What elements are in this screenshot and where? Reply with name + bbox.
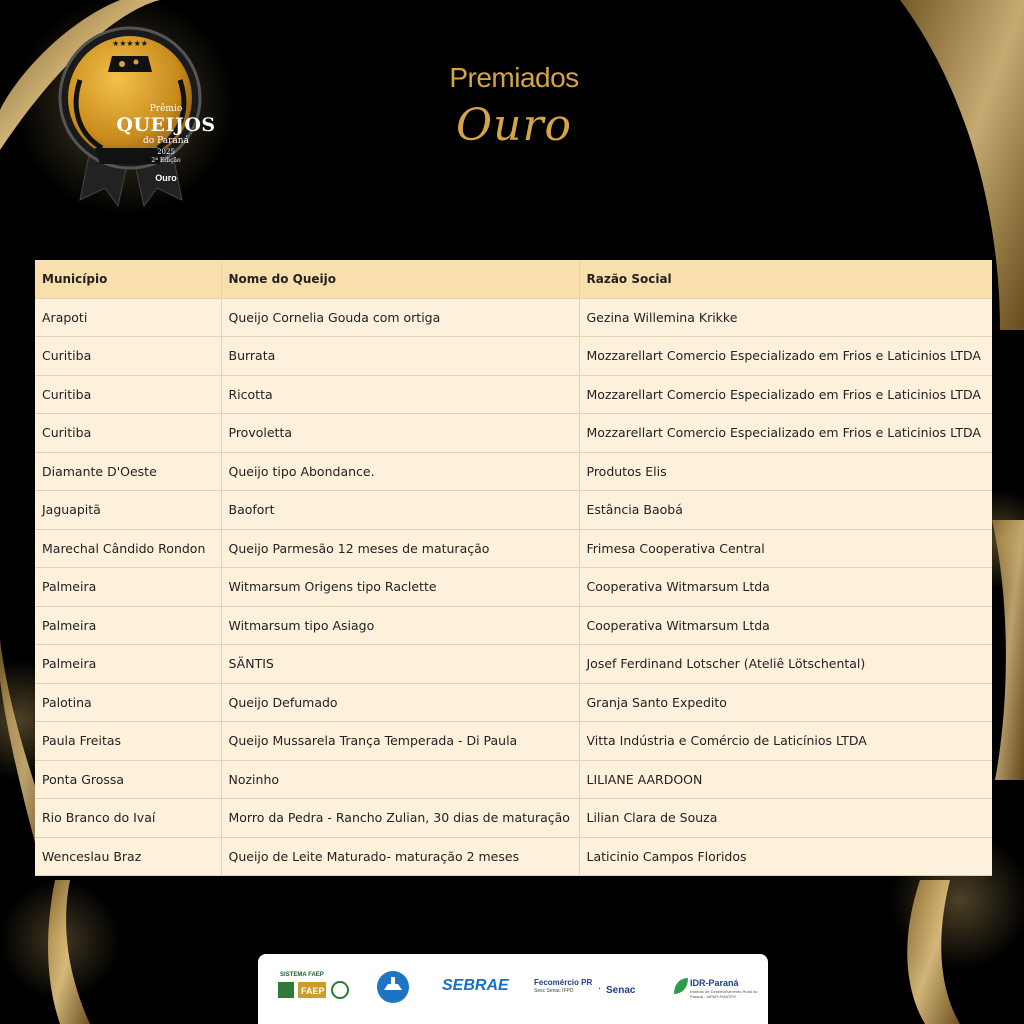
circular-partner-logo-icon (376, 970, 410, 1004)
medal-year-text: 2025 (157, 148, 175, 156)
cell-nome-do-queijo: Nozinho (221, 760, 579, 799)
table-row (35, 337, 992, 376)
idr-parana-sub-text: Instituto de Desenvolvimento Rural do Paraná - IAPAR-EMATER (690, 989, 758, 999)
cell-municipio: Palmeira (35, 606, 221, 645)
table-row (35, 722, 992, 761)
cell-razao-social: Granja Santo Expedito (579, 683, 992, 722)
table-row (35, 683, 992, 722)
faep-logo-text: FAEP (301, 986, 325, 996)
svg-text:★★★★★: ★★★★★ (112, 39, 148, 48)
idr-parana-logo (690, 978, 768, 999)
cell-nome-do-queijo: Baofort (221, 491, 579, 530)
table-row (35, 414, 992, 453)
cell-municipio: Palotina (35, 683, 221, 722)
table-header-row (35, 260, 992, 298)
idr-parana-leaf-icon (672, 976, 690, 996)
table-row (35, 491, 992, 530)
cell-municipio: Diamante D'Oeste (35, 452, 221, 491)
page-title-ouro: Ouro (456, 100, 572, 151)
column-header-municipio: Município (35, 260, 221, 298)
winners-table-container (35, 260, 992, 876)
column-header-razao-social: Razão Social (579, 260, 992, 298)
cell-razao-social: Laticinio Campos Floridos (579, 837, 992, 876)
cell-municipio: Ponta Grossa (35, 760, 221, 799)
cell-municipio: Paula Freitas (35, 722, 221, 761)
cell-nome-do-queijo: Burrata (221, 337, 579, 376)
cell-municipio: Wenceslau Braz (35, 837, 221, 876)
cell-razao-social: Frimesa Cooperativa Central (579, 529, 992, 568)
cell-municipio: Marechal Cândido Rondon (35, 529, 221, 568)
medal-queijos-text: QUEIJOS (116, 114, 216, 136)
cell-razao-social: Vitta Indústria e Comércio de Laticínios LTDA (579, 722, 992, 761)
cell-razao-social: Mozzarellart Comercio Especializado em Frios e Laticinios LTDA (579, 375, 992, 414)
award-medal-badge (40, 20, 220, 210)
table-row (35, 799, 992, 838)
cell-municipio: Jaguapitã (35, 491, 221, 530)
cell-nome-do-queijo: Queijo Mussarela Trança Temperada - Di Paula (221, 722, 579, 761)
cell-nome-do-queijo: Queijo de Leite Maturado- maturação 2 meses (221, 837, 579, 876)
cell-nome-do-queijo: SÄNTIS (221, 645, 579, 684)
cell-razao-social: Produtos Elis (579, 452, 992, 491)
fecomercio-logo-text: Fecomércio PR (534, 978, 593, 987)
table-row (35, 452, 992, 491)
cell-razao-social: Cooperativa Witmarsum Ltda (579, 568, 992, 607)
cell-nome-do-queijo: Ricotta (221, 375, 579, 414)
table-row (35, 606, 992, 645)
cell-nome-do-queijo: Queijo Parmesão 12 meses de maturação (221, 529, 579, 568)
cell-municipio: Curitiba (35, 414, 221, 453)
cell-razao-social: Lilian Clara de Souza (579, 799, 992, 838)
cell-razao-social: Gezina Willemina Krikke (579, 298, 992, 337)
cell-nome-do-queijo: Queijo Defumado (221, 683, 579, 722)
fecomercio-sub-text: Sesc Senac IFPD (534, 988, 574, 994)
table-row (35, 529, 992, 568)
sistema-faep-label: SISTEMA FAEP (280, 972, 324, 978)
cell-razao-social: Mozzarellart Comercio Especializado em Frios e Laticinios LTDA (579, 414, 992, 453)
cell-municipio: Curitiba (35, 375, 221, 414)
table-row (35, 375, 992, 414)
cell-razao-social: Cooperativa Witmarsum Ltda (579, 606, 992, 645)
cell-municipio: Arapoti (35, 298, 221, 337)
winners-table (35, 260, 992, 876)
page-title-premiados: Premiados (449, 62, 579, 93)
column-header-nome-do-queijo: Nome do Queijo (221, 260, 579, 298)
medal-do-parana-text: do Paraná (143, 136, 189, 146)
idr-parana-logo-text: IDR-Paraná (690, 978, 739, 988)
cell-razao-social: Mozzarellart Comercio Especializado em Frios e Laticinios LTDA (579, 337, 992, 376)
cell-municipio: Rio Branco do Ivaí (35, 799, 221, 838)
medal-edicao-text: 2ª Edição (151, 157, 181, 164)
cell-nome-do-queijo: Morro da Pedra - Rancho Zulian, 30 dias de maturação (221, 799, 579, 838)
cell-nome-do-queijo: Witmarsum Origens tipo Raclette (221, 568, 579, 607)
medal-premio-text: Prêmio (149, 104, 183, 114)
table-row (35, 760, 992, 799)
logo-separator-dot: · (598, 984, 602, 995)
cell-municipio: Palmeira (35, 645, 221, 684)
senac-logo: Senac (606, 985, 636, 996)
medal-ribbon-label: Ouro (155, 173, 177, 183)
table-row (35, 568, 992, 607)
faep-logo-group (278, 980, 350, 1004)
sponsor-logos-footer (258, 954, 768, 1024)
table-row (35, 837, 992, 876)
cell-nome-do-queijo: Provoletta (221, 414, 579, 453)
table-row (35, 298, 992, 337)
cell-razao-social: Josef Ferdinand Lotscher (Ateliê Lötschental) (579, 645, 992, 684)
cell-nome-do-queijo: Queijo tipo Abondance. (221, 452, 579, 491)
cell-municipio: Curitiba (35, 337, 221, 376)
sebrae-logo: SEBRAE (442, 977, 509, 994)
cell-razao-social: Estância Baobá (579, 491, 992, 530)
table-row (35, 645, 992, 684)
cell-municipio: Palmeira (35, 568, 221, 607)
cell-nome-do-queijo: Witmarsum tipo Asiago (221, 606, 579, 645)
cell-nome-do-queijo: Queijo Cornelia Gouda com ortiga (221, 298, 579, 337)
fecomercio-logo (534, 978, 592, 994)
cell-razao-social: LILIANE AARDOON (579, 760, 992, 799)
